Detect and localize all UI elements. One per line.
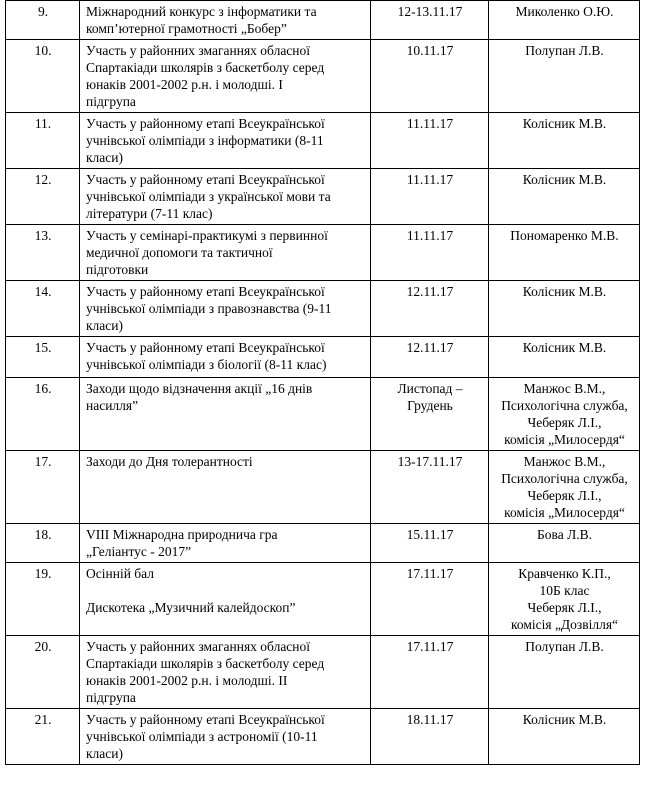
date-cell xyxy=(371,524,489,563)
date-cell-line: 12.11.17 xyxy=(406,340,454,355)
row-number: 13. xyxy=(6,225,80,281)
responsible-cell-line: Колісник М.В. xyxy=(522,172,607,187)
event-cell-line: підгрупа xyxy=(86,690,136,705)
row-number: 21. xyxy=(6,709,80,765)
responsible-cell xyxy=(489,709,640,765)
event-cell-line: Міжнародний конкурс з інформатики та xyxy=(86,4,317,19)
responsible-cell xyxy=(489,451,640,524)
event-cell xyxy=(80,378,371,451)
table-row xyxy=(6,563,640,636)
event-cell xyxy=(80,113,371,169)
responsible-cell-line: комісія „Милосердя“ xyxy=(504,505,625,520)
table-row xyxy=(6,636,640,709)
date-cell-line: 13-17.11.17 xyxy=(397,454,463,469)
date-cell-line: 17.11.17 xyxy=(406,639,454,654)
event-cell-line: Заходи до Дня толерантності xyxy=(86,454,253,469)
event-cell-line: класи) xyxy=(86,318,123,333)
date-cell xyxy=(371,337,489,378)
event-cell-line xyxy=(86,582,365,599)
date-cell xyxy=(371,1,489,40)
responsible-cell-line: Миколенко О.Ю. xyxy=(515,4,614,19)
date-cell xyxy=(371,636,489,709)
table-row xyxy=(6,337,640,378)
date-cell-line: 11.11.17 xyxy=(406,172,454,187)
event-cell-line: Заходи щодо відзначення акції „16 днів xyxy=(86,381,313,396)
event-cell xyxy=(80,709,371,765)
event-cell-line: класи) xyxy=(86,746,123,761)
event-cell-line: учнівської олімпіади з астрономії (10-11 xyxy=(86,729,318,744)
date-cell xyxy=(371,709,489,765)
responsible-cell-line: Чеберяк Л.І., xyxy=(527,415,602,430)
row-number: 11. xyxy=(6,113,80,169)
responsible-cell xyxy=(489,378,640,451)
table-row xyxy=(6,524,640,563)
responsible-cell xyxy=(489,281,640,337)
event-cell-line: класи) xyxy=(86,150,123,165)
event-cell-line: насилля” xyxy=(86,398,139,413)
event-cell xyxy=(80,524,371,563)
event-cell-line: медичної допомоги та тактичної xyxy=(86,245,273,260)
event-cell xyxy=(80,337,371,378)
responsible-cell-line: комісія „Милосердя“ xyxy=(504,432,625,447)
row-number: 12. xyxy=(6,169,80,225)
event-cell xyxy=(80,169,371,225)
event-cell-line: Участь у районному етапі Всеукраїнської xyxy=(86,284,325,299)
event-cell-line: учнівської олімпіади з правознавства (9-11 xyxy=(86,301,332,316)
row-number: 20. xyxy=(6,636,80,709)
table-row xyxy=(6,451,640,524)
event-cell-line: Дискотека „Музичний калейдоскоп” xyxy=(86,600,296,615)
table-row xyxy=(6,169,640,225)
event-cell-line: Участь у районному етапі Всеукраїнської xyxy=(86,712,325,727)
event-cell xyxy=(80,451,371,524)
row-number: 9. xyxy=(6,1,80,40)
event-cell-line: Участь у семінарі-практикумі з первинної xyxy=(86,228,328,243)
event-cell-line: Спартакіади школярів з баскетболу серед xyxy=(86,656,325,671)
event-cell-line: Участь у районних змаганнях обласної xyxy=(86,43,311,58)
date-cell xyxy=(371,40,489,113)
responsible-cell-line: Чеберяк Л.І., xyxy=(527,488,602,503)
table-row xyxy=(6,40,640,113)
event-cell-line: Участь у районному етапі Всеукраїнської xyxy=(86,172,325,187)
event-cell-line: учнівської олімпіади з української мови та xyxy=(86,189,331,204)
event-cell-line: юнаків 2001-2002 р.н. і молодші. І xyxy=(86,77,283,92)
date-cell-line: 10.11.17 xyxy=(406,43,454,58)
date-cell-line: 18.11.17 xyxy=(406,712,454,727)
table-row xyxy=(6,709,640,765)
date-cell-line: 12.11.17 xyxy=(406,284,454,299)
event-cell xyxy=(80,40,371,113)
responsible-cell xyxy=(489,337,640,378)
date-cell-line: Листопад – xyxy=(397,381,463,396)
responsible-cell xyxy=(489,563,640,636)
responsible-cell-line: Манжос В.М., xyxy=(523,454,606,469)
event-cell-line: Участь у районних змаганнях обласної xyxy=(86,639,311,654)
responsible-cell xyxy=(489,1,640,40)
event-cell xyxy=(80,563,371,636)
table-row xyxy=(6,225,640,281)
responsible-cell-line: 10Б клас xyxy=(539,583,590,598)
event-cell-line: підгрупа xyxy=(86,94,136,109)
responsible-cell-line: Манжос В.М., xyxy=(523,381,606,396)
event-cell-line: „Геліантус - 2017” xyxy=(86,544,192,559)
date-cell-line: 11.11.17 xyxy=(406,228,454,243)
date-cell xyxy=(371,281,489,337)
event-cell xyxy=(80,636,371,709)
date-cell xyxy=(371,378,489,451)
events-table-body xyxy=(6,1,640,765)
event-cell-line: учнівської олімпіади з біології (8-11 клас) xyxy=(86,357,327,372)
responsible-cell xyxy=(489,225,640,281)
event-cell-line: Участь у районному етапі Всеукраїнської xyxy=(86,340,325,355)
date-cell xyxy=(371,113,489,169)
event-cell-line: Осінній бал xyxy=(86,566,155,581)
responsible-cell-line: комісія „Дозвілля“ xyxy=(510,617,619,632)
row-number: 16. xyxy=(6,378,80,451)
responsible-cell xyxy=(489,636,640,709)
date-cell-line: 17.11.17 xyxy=(406,566,454,581)
responsible-cell-line: Полупан Л.В. xyxy=(525,43,604,58)
event-cell-line: комп’ютерної грамотності „Бобер” xyxy=(86,21,287,36)
responsible-cell-line: Психологічна служба, xyxy=(501,471,628,486)
responsible-cell xyxy=(489,113,640,169)
row-number: 14. xyxy=(6,281,80,337)
row-number: 15. xyxy=(6,337,80,378)
event-cell-line: Спартакіади школярів з баскетболу серед xyxy=(86,60,325,75)
table-row xyxy=(6,378,640,451)
date-cell-line: 12-13.11.17 xyxy=(397,4,463,19)
row-number: 17. xyxy=(6,451,80,524)
responsible-cell-line: Колісник М.В. xyxy=(522,284,607,299)
responsible-cell-line: Психологічна служба, xyxy=(501,398,628,413)
row-number: 19. xyxy=(6,563,80,636)
event-cell-line: підготовки xyxy=(86,262,149,277)
responsible-cell-line: Колісник М.В. xyxy=(522,712,607,727)
row-number: 18. xyxy=(6,524,80,563)
date-cell xyxy=(371,451,489,524)
event-cell-line: учнівської олімпіади з інформатики (8-11 xyxy=(86,133,324,148)
event-cell-line: юнаків 2001-2002 р.н. і молодші. ІІ xyxy=(86,673,288,688)
date-cell-line: 11.11.17 xyxy=(406,116,454,131)
event-cell-line: літератури (7-11 клас) xyxy=(86,206,213,221)
responsible-cell-line: Колісник М.В. xyxy=(522,340,607,355)
event-cell-line: VIII Міжнародна природнича гра xyxy=(86,527,278,542)
table-row xyxy=(6,113,640,169)
date-cell-line: Грудень xyxy=(407,398,453,413)
table-row xyxy=(6,281,640,337)
date-cell xyxy=(371,563,489,636)
events-table xyxy=(5,0,640,765)
responsible-cell-line: Бова Л.В. xyxy=(537,527,592,542)
date-cell xyxy=(371,225,489,281)
event-cell xyxy=(80,225,371,281)
responsible-cell xyxy=(489,524,640,563)
responsible-cell-line: Полупан Л.В. xyxy=(525,639,604,654)
responsible-cell xyxy=(489,169,640,225)
responsible-cell-line: Пономаренко М.В. xyxy=(510,228,619,243)
responsible-cell xyxy=(489,40,640,113)
date-cell-line: 15.11.17 xyxy=(406,527,454,542)
responsible-cell-line: Кравченко К.П., xyxy=(518,566,611,581)
event-cell xyxy=(80,281,371,337)
date-cell xyxy=(371,169,489,225)
responsible-cell-line: Колісник М.В. xyxy=(522,116,607,131)
event-cell-line: Участь у районному етапі Всеукраїнської xyxy=(86,116,325,131)
responsible-cell-line: Чеберяк Л.І., xyxy=(527,600,602,615)
table-row xyxy=(6,1,640,40)
event-cell xyxy=(80,1,371,40)
row-number: 10. xyxy=(6,40,80,113)
